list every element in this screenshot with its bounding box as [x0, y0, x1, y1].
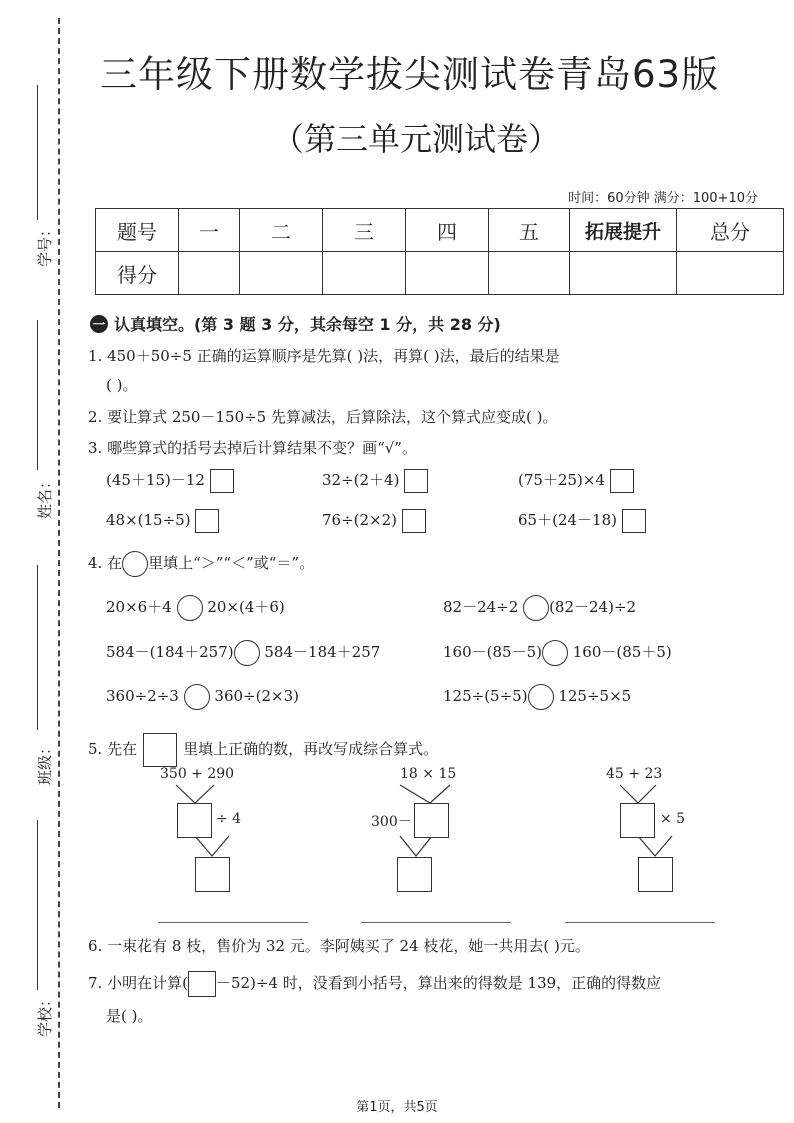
table-cell: 总分 [677, 209, 784, 252]
table-cell: 得分 [96, 252, 179, 295]
q4-left-expr: 360÷2÷3 [106, 687, 179, 705]
q4-pre: 4. 在 [88, 554, 123, 572]
q4-left-expr: 82－24÷2 [443, 598, 519, 616]
diagram-3-answer-line[interactable] [565, 922, 715, 923]
q4-right-expr: 360÷(2×3) [214, 687, 299, 705]
q4-right-expr: 160－(85＋5) [572, 643, 672, 661]
section-heading-text: 认真填空。(第 3 题 3 分，其余每空 1 分，共 28 分) [114, 315, 501, 334]
q4-right-expr: 20×(4＋6) [207, 598, 285, 616]
q3-expression: (75＋25)×4 [518, 471, 605, 489]
q4-right-expr: (82－24)÷2 [549, 598, 637, 616]
class-label: 班级： [36, 739, 55, 786]
diagram-3-box-1[interactable] [620, 803, 655, 838]
q5-pre: 5. 先在 [88, 740, 138, 758]
diagram-2-op: 300－ [371, 814, 412, 830]
diagram-3-box-2[interactable] [638, 857, 673, 892]
diagram-1-box-2[interactable] [195, 857, 230, 892]
q5-post: 里填上正确的数，再改写成综合算式。 [183, 740, 439, 758]
table-cell: 一 [179, 209, 240, 252]
table-cell: 二 [240, 209, 323, 252]
table-cell: 拓展提升 [570, 209, 677, 252]
q3-expression: 76÷(2×2) [322, 511, 398, 529]
question-2: 2. 要让算式 250－150÷5 先算减法，后算除法，这个算式应变成( )。 [88, 408, 558, 426]
q3-expression: 65＋(24－18) [518, 511, 617, 529]
diagram-2-box-1[interactable] [414, 803, 449, 838]
question-7-line1 [88, 971, 661, 997]
table-cell: 三 [323, 209, 406, 252]
diagram-2-top: 18 × 15 [400, 766, 457, 782]
q3-expression: (45＋15)－12 [106, 471, 205, 489]
q4-post: 里填上“＞”“＜”或“＝”。 [148, 554, 315, 572]
page-footer: 第1页，共5页 [356, 1100, 438, 1115]
answer-box[interactable] [188, 971, 216, 997]
q3-expression: 32÷(2＋4) [322, 471, 400, 489]
q4-left-expr: 20×6＋4 [106, 598, 172, 616]
page-title: 三年级下册数学拔尖测试卷青岛63版 [100, 53, 720, 96]
q7-pre: 7. 小明在计算( [88, 974, 188, 992]
student-id-label: 学号： [36, 221, 55, 268]
name-label: 姓名： [36, 473, 55, 520]
section-number-badge: 一 [90, 315, 108, 333]
q4-right-expr: 584－184＋257 [264, 643, 381, 661]
question-6: 6. 一束花有 8 枝，售价为 32 元。李阿姨买了 24 枝花，她一共用去( )元。 [88, 937, 590, 955]
page-subtitle: （第三单元测试卷） [272, 120, 561, 158]
table-cell: 题号 [96, 209, 179, 252]
q7-post: －52)÷4 时，没看到小括号，算出来的得数是 139，正确的得数应 [215, 974, 662, 992]
q4-left-expr: 584－(184＋257) [106, 643, 234, 661]
diagram-1-top: 350 + 290 [160, 766, 235, 782]
question-1-line2: ( )。 [106, 376, 138, 394]
diagram-2-answer-line[interactable] [361, 922, 511, 923]
diagram-1-box-1[interactable] [177, 803, 212, 838]
q4-left-expr: 160－(85－5) [443, 643, 542, 661]
diagram-1-op: ÷ 4 [216, 811, 242, 827]
table-cell: 四 [406, 209, 489, 252]
school-label: 学校： [36, 991, 55, 1038]
q3-expression: 48×(15÷5) [106, 511, 191, 529]
diagram-3-top: 45 + 23 [606, 766, 663, 782]
table-cell: 五 [489, 209, 570, 252]
question-7-line2: 是( )。 [106, 1007, 153, 1025]
q4-left-expr: 125÷(5÷5) [443, 687, 528, 705]
question-1-line1: 1. 450＋50÷5 正确的运算顺序是先算( )法，再算( )法，最后的结果是 [88, 347, 560, 365]
question-3-stem: 3. 哪些算式的括号去掉后计算结果不变？画“√”。 [88, 439, 417, 457]
exam-meta: 时间：60分钟 满分：100+10分 [568, 191, 758, 206]
q4-right-expr: 125÷5×5 [558, 687, 632, 705]
diagram-1-answer-line[interactable] [158, 922, 308, 923]
diagram-3-op: × 5 [660, 811, 686, 827]
diagram-2-box-2[interactable] [397, 857, 432, 892]
